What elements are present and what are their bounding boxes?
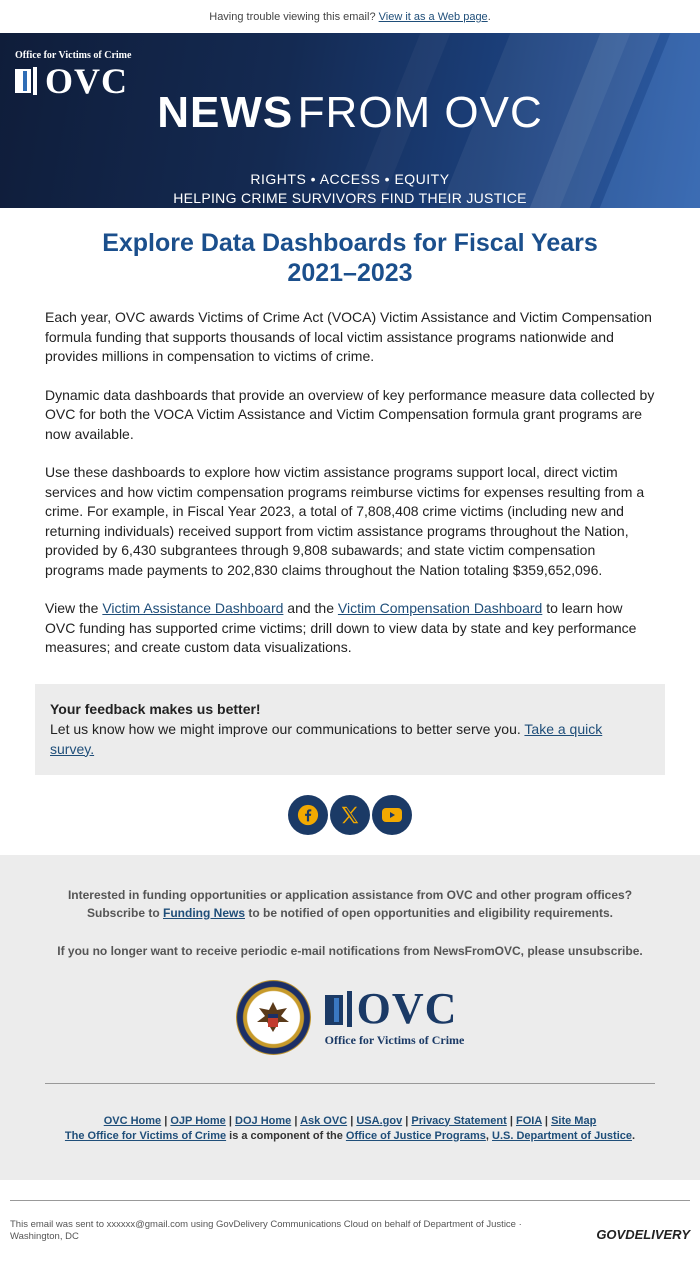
feedback-heading: Your feedback makes us better! — [50, 700, 261, 717]
doj-link[interactable]: U.S. Department of Justice — [492, 1129, 632, 1142]
ovc-footer-logo-subtitle: Office for Victims of Crime — [324, 1033, 465, 1047]
ask-ovc-link[interactable]: Ask OVC — [300, 1114, 348, 1127]
footer — [0, 855, 700, 1180]
govdelivery-logo[interactable]: GOVDELIVERY — [596, 1226, 690, 1242]
newsletter-title-news: NEWS — [157, 88, 294, 137]
feedback-box — [35, 684, 665, 775]
funding-text: to be notified of open opportunities and eligibility requirements. — [245, 905, 614, 920]
survey-link[interactable]: Take a quick survey. — [50, 720, 603, 757]
usa-gov-link[interactable]: USA.gov — [356, 1114, 403, 1127]
paragraph-text: to learn how OVC funding has supported crime victims; drill down to view data by state and key performance measures; and create custom data visualizations. — [45, 600, 637, 655]
newsletter-title-from: FROM OVC — [297, 88, 543, 137]
funding-subscribe-line — [45, 904, 655, 922]
site-map-link[interactable]: Site Map — [551, 1114, 597, 1127]
ovc-door-icon — [325, 990, 357, 1028]
article-paragraph: Dynamic data dashboards that provide an overview of key performance measure data collected by OVC for both the VOCA Victim Assistance and Victim Compensation formula grant programs are now available. — [45, 386, 655, 442]
ojp-home-link[interactable]: OJP Home — [170, 1114, 226, 1127]
ovc-logo-small-text: Office for Victims of Crime — [15, 50, 132, 61]
ovc-footer-logo-text: OVC — [356, 984, 458, 1033]
article-paragraph — [45, 599, 655, 658]
doj-home-link[interactable]: DOJ Home — [235, 1114, 292, 1127]
footer-divider — [45, 1083, 655, 1084]
paragraph-text: View the — [45, 600, 103, 616]
tagline-mission: HELPING CRIME SURVIVORS FIND THEIR JUSTICE — [173, 190, 527, 206]
privacy-statement-link[interactable]: Privacy Statement — [411, 1114, 507, 1127]
footer-links — [45, 1114, 655, 1144]
victim-assistance-dashboard-link[interactable]: Victim Assistance Dashboard — [102, 600, 284, 616]
feedback-body: Let us know how we might improve our communications to better serve you. — [50, 720, 525, 737]
paragraph-text: and the — [283, 600, 338, 616]
header-banner — [0, 33, 700, 208]
component-text: . — [632, 1129, 636, 1142]
footer-logos — [45, 980, 655, 1056]
funding-text: Interested in funding opportunities or application assistance from OVC and other program offices? — [67, 887, 633, 902]
foia-link[interactable]: FOIA — [515, 1114, 542, 1127]
view-web-page-link[interactable]: View it as a Web page — [378, 11, 488, 23]
article-paragraph: Use these dashboards to explore how victim assistance programs support local, direct victim services and how victim compensation programs reimburse victims for expenses resulting from a crime. For example, in Fiscal Year 2023, a total of 7,808,408 crime victims (including new and returning individuals) received support from victim assistance programs throughout the Nation, provided by 6,430 subgrantees through 9,808 subawards; and state victim compensation programs made payments to 202,830 claims throughout the Nation totaling $359,652,096. — [45, 464, 645, 578]
delivery-footer — [10, 1200, 690, 1243]
tagline-values: RIGHTS • ACCESS • EQUITY — [250, 171, 450, 187]
sent-to-notice: This email was sent to xxxxxx@gmail.com using GovDelivery Communications Cloud on behalf of Department of Justice · Washington, DC — [10, 1218, 522, 1242]
social-links — [0, 795, 700, 835]
article-paragraph: Each year, OVC awards Victims of Crime Act (VOCA) Victim Assistance and Victim Compensation formula funding that supports thousands of local victim assistance programs nationwide and provides millions in compensation to victims of crime. — [45, 309, 652, 364]
youtube-icon[interactable] — [372, 795, 412, 835]
facebook-icon[interactable] — [288, 795, 328, 835]
victim-compensation-dashboard-link[interactable]: Victim Compensation Dashboard — [337, 600, 543, 616]
article-body — [0, 208, 700, 658]
x-twitter-icon[interactable] — [330, 795, 370, 835]
ovc-logo-text: OVC — [45, 61, 128, 101]
footer-nav-links: OVC Home | OJP Home | DOJ Home | Ask OVC | USA.gov | Privacy Statement | FOIA | Site Map — [103, 1114, 597, 1127]
ojp-link[interactable]: Office of Justice Programs — [345, 1129, 486, 1142]
view-online-period: . — [487, 11, 491, 23]
component-statement — [45, 1129, 655, 1144]
view-online-text: Having trouble viewing this email? — [209, 11, 376, 23]
component-text: , — [485, 1129, 493, 1142]
component-text: is a component of the — [226, 1129, 346, 1142]
newsletter-title — [0, 88, 700, 138]
funding-notice — [45, 886, 655, 922]
funding-text: Subscribe to — [86, 905, 163, 920]
article-title: Explore Data Dashboards for Fiscal Years 2021–2023 — [102, 229, 598, 287]
ovc-home-link[interactable]: OVC Home — [103, 1114, 162, 1127]
ovc-footer-logo — [324, 984, 465, 1048]
unsubscribe-notice[interactable]: If you no longer want to receive periodic e-mail notifications from NewsFromOVC, please unsubscribe. — [57, 943, 643, 958]
doj-seal-icon — [236, 980, 311, 1055]
ovc-link[interactable]: The Office for Victims of Crime — [64, 1129, 227, 1142]
view-online-bar — [0, 0, 700, 33]
funding-news-link[interactable]: Funding News — [163, 905, 245, 920]
feedback-text — [50, 719, 650, 759]
